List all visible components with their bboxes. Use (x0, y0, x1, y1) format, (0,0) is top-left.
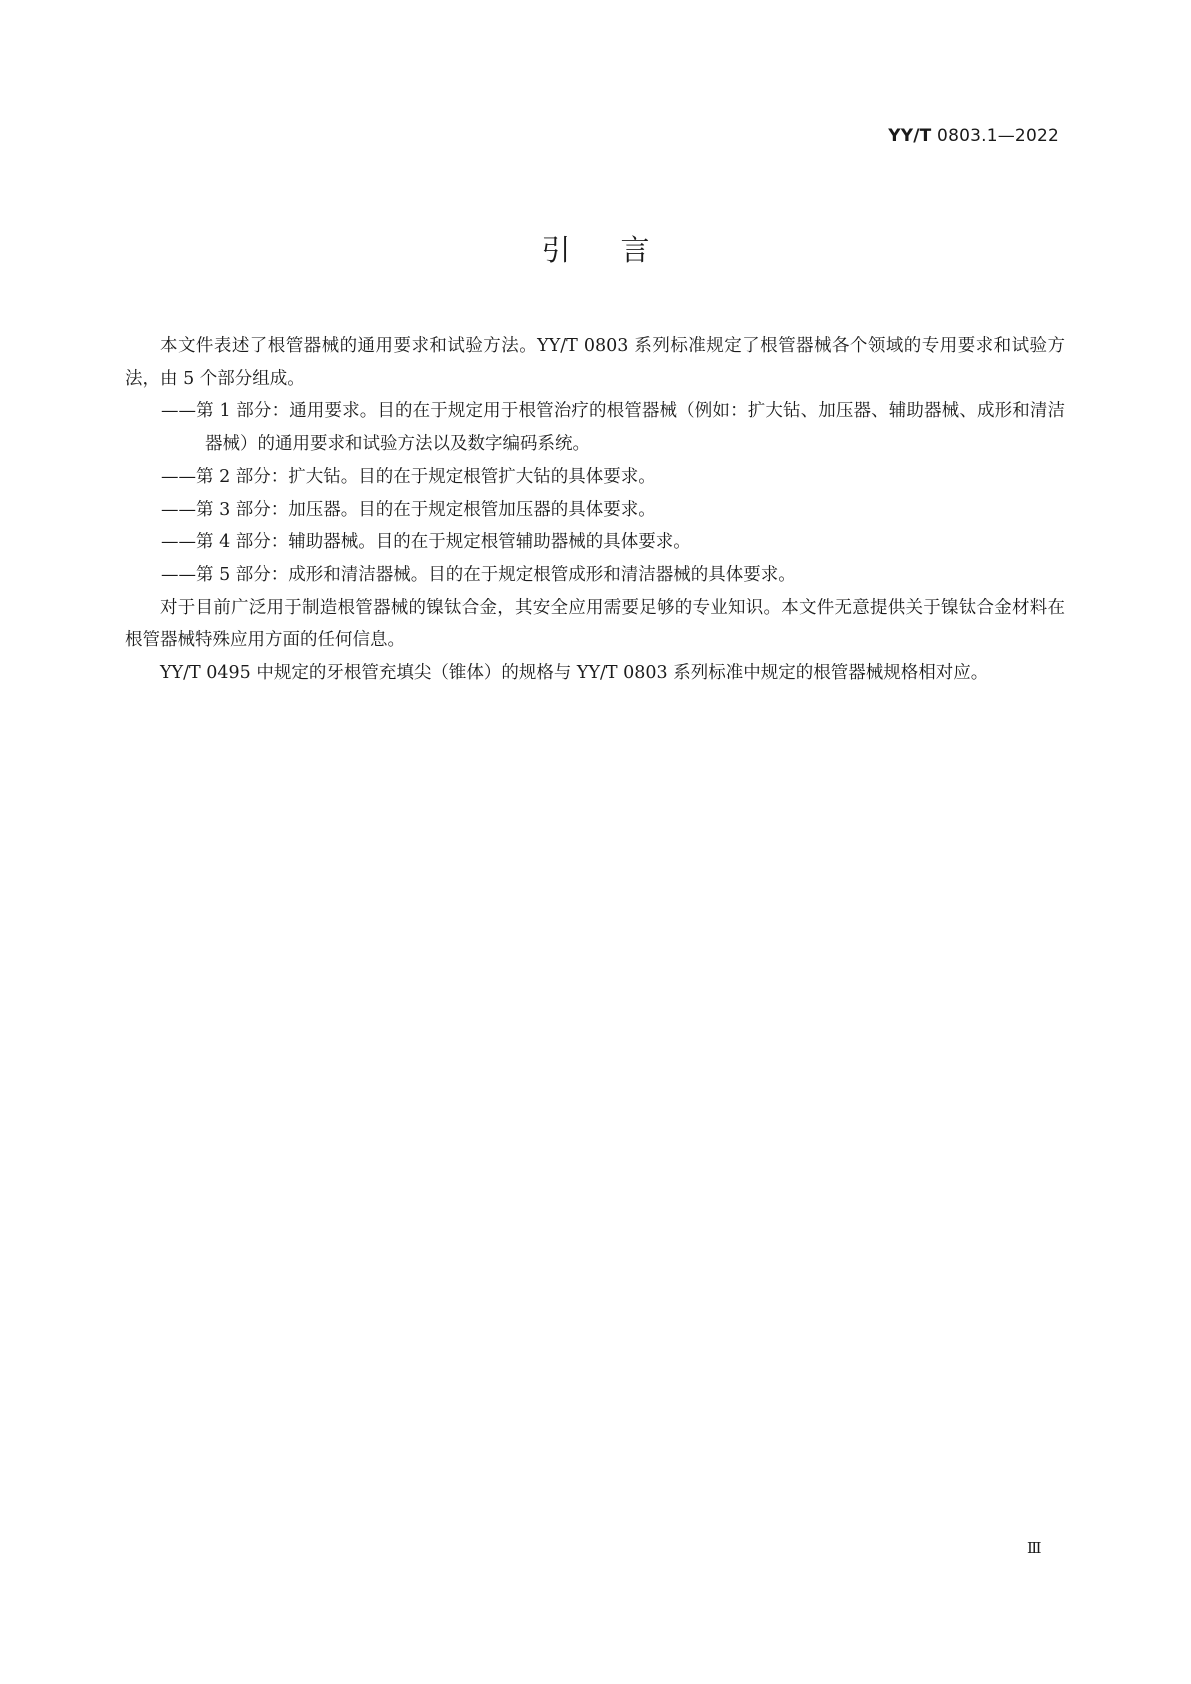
part-item-1: ——第 1 部分：通用要求。目的在于规定用于根管治疗的根管器械（例如：扩大钻、加压器、辅助器械、成形和清洁器械）的通用要求和试验方法以及数字编码系统。 (161, 401, 1065, 455)
page-number: Ⅲ (1027, 1539, 1042, 1557)
part-item-4: ——第 4 部分：辅助器械。目的在于规定根管辅助器械的具体要求。 (161, 532, 691, 553)
document-body (125, 330, 1065, 690)
standard-number: 0803.1—2022 (937, 126, 1059, 146)
intro-paragraph: 本文件表述了根管器械的通用要求和试验方法。YY/T 0803 系列标准规定了根管器械各个领域的专用要求和试验方法，由 5 个部分组成。 (125, 336, 1065, 389)
part-item-5: ——第 5 部分：成形和清洁器械。目的在于规定根管成形和清洁器械的具体要求。 (161, 564, 796, 585)
standard-code (888, 126, 1059, 146)
nickel-titanium-paragraph: 对于目前广泛用于制造根管器械的镍钛合金，其安全应用需要足够的专业知识。本文件无意提供关于镍钛合金材料在根管器械特殊应用方面的任何信息。 (125, 597, 1065, 651)
standard-prefix: YY/T (888, 126, 932, 146)
correspondence-paragraph: YY/T 0495 中规定的牙根管充填尖（锥体）的规格与 YY/T 0803 系列标准中规定的根管器械规格相对应。 (160, 663, 989, 684)
part-item-2: ——第 2 部分：扩大钻。目的在于规定根管扩大钻的具体要求。 (161, 466, 656, 487)
part-item-3: ——第 3 部分：加压器。目的在于规定根管加压器的具体要求。 (161, 499, 656, 520)
page-title: 引言 (541, 233, 700, 267)
